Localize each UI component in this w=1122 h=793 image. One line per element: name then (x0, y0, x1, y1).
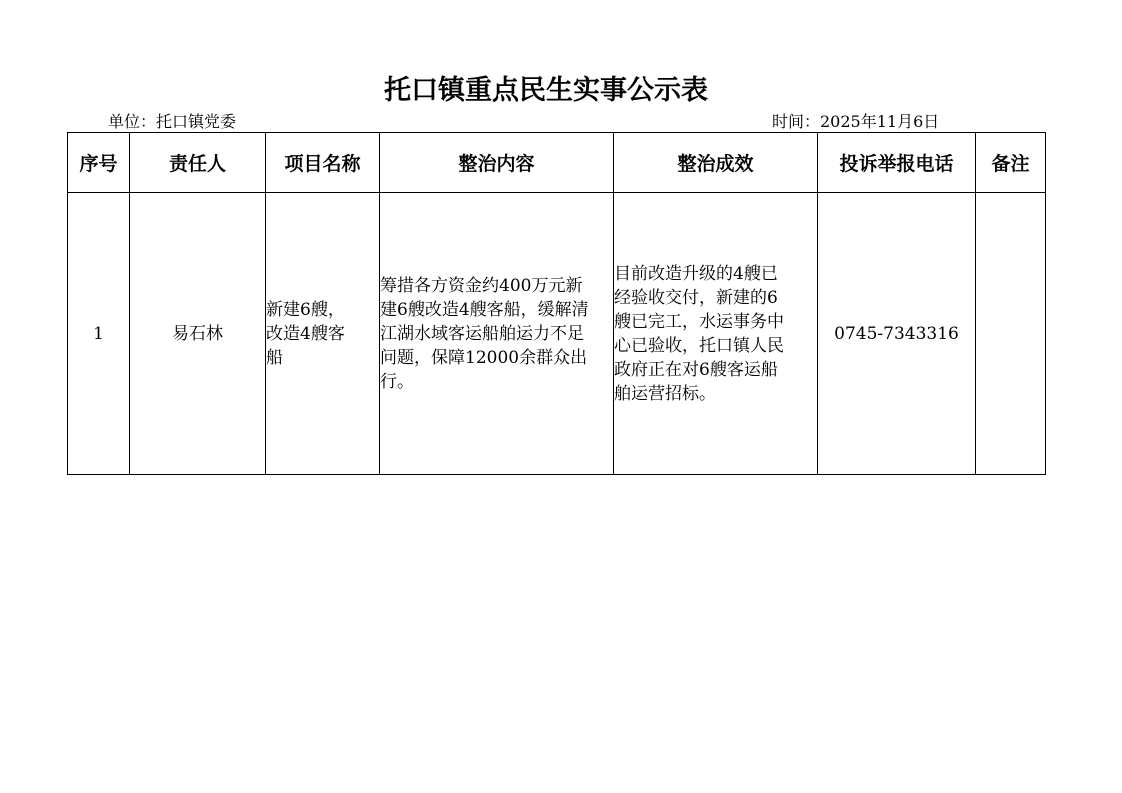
column-header-result: 整治成效 (614, 133, 818, 193)
cell-remark (976, 193, 1046, 475)
column-header-phone: 投诉举报电话 (818, 133, 976, 193)
table-row (68, 193, 1046, 475)
project-text: 新建6艘，改造4艘客船 (266, 299, 345, 368)
table-header-row (68, 133, 1046, 193)
result-text: 目前改造升级的4艘已经验收交付，新建的6艘已完工，水运事务中心已验收，托口镇人民政府正在对6艘客运船舶运营招标。 (614, 263, 784, 404)
cell-phone: 0745-7343316 (818, 193, 976, 475)
page-title: 托口镇重点民生实事公示表 (384, 75, 708, 106)
column-header-content: 整治内容 (380, 133, 614, 193)
cell-content (380, 193, 614, 475)
column-header-project: 项目名称 (266, 133, 380, 193)
column-header-person: 责任人 (130, 133, 266, 193)
cell-result (614, 193, 818, 475)
column-header-index: 序号 (68, 133, 130, 193)
unit-label: 单位：托口镇党委 (108, 112, 237, 131)
cell-person: 易石林 (130, 193, 266, 475)
date-label: 时间：2025年11月6日 (772, 112, 940, 131)
content-text: 筹措各方资金约400万元新建6艘改造4艘客船，缓解清江湖水域客运船舶运力不足问题，保障12000余群众出行。 (380, 275, 589, 392)
cell-project (266, 193, 380, 475)
notice-table (67, 132, 1046, 475)
cell-index: 1 (68, 193, 130, 475)
column-header-remark: 备注 (976, 133, 1046, 193)
